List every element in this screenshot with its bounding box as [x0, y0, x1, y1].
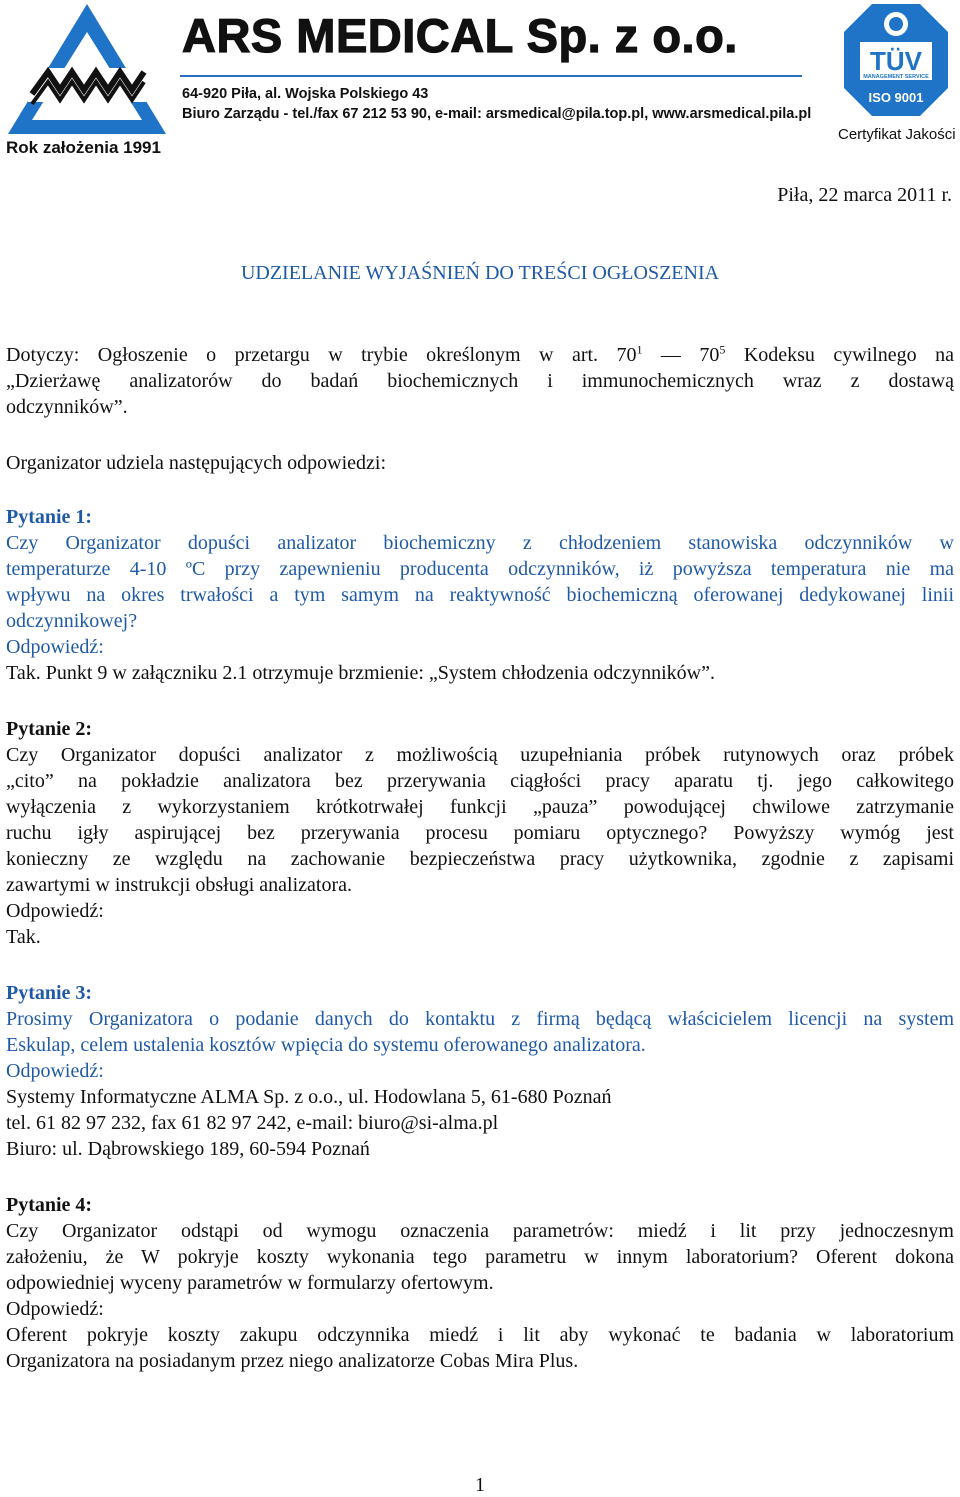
- company-contact: Biuro Zarządu - tel./fax 67 212 53 90, e-mail: arsmedical@pila.top.pl, www.arsmedical.pila.pl: [182, 106, 812, 122]
- question-3-heading: Pytanie 3:: [6, 982, 93, 1004]
- question-2-line: „cito” na pokładzie analizatora bez przerywania ciągłości pracy aparatu tj. jego całkowitego: [6, 770, 954, 792]
- svg-text:TÜV: TÜV: [870, 46, 922, 76]
- subject-line-1: Dotyczy: Ogłoszenie o przetargu w trybie określonym w art. $70^1$ — $70^5$ Kodeksu cywilnego na: [6, 342, 954, 366]
- subject-line-2: „Dzierżawę analizatorów do badań biochemicznych i immunochemicznych wraz z dostawą: [6, 370, 954, 392]
- question-1-line: wpływu na okres trwałości a tym samym na reaktywność biochemiczną oferowanej dedykowanej linii: [6, 584, 954, 606]
- tuv-iso-badge-icon: [842, 2, 950, 118]
- question-1-line: temperaturze 4-10 ºC przy zapewnieniu producenta odczynników, iż powyższa temperatura nie ma: [6, 558, 954, 580]
- document-date: Piła, 22 marca 2011 r.: [777, 184, 952, 206]
- question-4-line: założeniu, że W pokryje koszty wykonania tego parametru w innym laboratorium? Oferent dokona: [6, 1246, 954, 1268]
- header-divider: [180, 75, 802, 77]
- answer-4-text: Organizatora na posiadanym przez niego analizatorze Cobas Mira Plus.: [6, 1350, 579, 1372]
- answer-1-text: Tak. Punkt 9 w załączniku 2.1 otrzymuje brzmienie: „System chłodzenia odczynników”.: [6, 662, 715, 684]
- document-title: UDZIELANIE WYJAŚNIEŃ DO TREŚCI OGŁOSZENIA: [240, 262, 720, 284]
- svg-text:MANAGEMENT SERVICE: MANAGEMENT SERVICE: [863, 74, 929, 80]
- company-name: ARS MEDICAL Sp. z o.o.: [182, 9, 738, 62]
- question-4-line: odpowiedniej wyceny parametrów w formularzy ofertowym.: [6, 1272, 494, 1294]
- answer-2-text: Tak.: [6, 926, 41, 948]
- answer-3-text: Systemy Informatyczne ALMA Sp. z o.o., ul. Hodowlana 5, 61-680 Poznań: [6, 1086, 612, 1108]
- subject-line-3: odczynników”.: [6, 396, 128, 418]
- question-1-heading: Pytanie 1:: [6, 506, 93, 528]
- company-address: 64-920 Piła, al. Wojska Polskiego 43: [182, 86, 429, 102]
- question-1-line: Czy Organizator dopuści analizator biochemiczny z chłodzeniem stanowiska odczynników w: [6, 532, 954, 554]
- question-2-line: konieczny ze względu na zachowanie bezpieczeństwa pracy użytkownika, zgodnie z zapisami: [6, 848, 954, 870]
- intro-text: Organizator udziela następujących odpowiedzi:: [6, 452, 387, 474]
- page-number: 1: [475, 1474, 485, 1496]
- question-2-line: zawartymi w instrukcji obsługi analizatora.: [6, 874, 353, 896]
- question-3-line: Prosimy Organizatora o podanie danych do kontaktu z firmą będącą właścicielem licencji na system: [6, 1008, 954, 1030]
- answer-2-label: Odpowiedź:: [6, 900, 104, 922]
- svg-text:ISO 9001: ISO 9001: [868, 90, 924, 105]
- question-2-line: Czy Organizator dopuści analizator z możliwością uzupełniania próbek rutynowych oraz próbek: [6, 744, 954, 766]
- answer-4-label: Odpowiedź:: [6, 1298, 104, 1320]
- question-4-heading: Pytanie 4:: [6, 1194, 93, 1216]
- question-2-line: ruchu igły aspirującej bez przerywania procesu pomiaru optycznego? Powyższy wymóg jest: [6, 822, 954, 844]
- question-1-line: odczynnikowej?: [6, 610, 138, 632]
- answer-1-label: Odpowiedź:: [6, 636, 104, 658]
- question-2-heading: Pytanie 2:: [6, 718, 93, 740]
- question-3-line: Eskulap, celem ustalenia kosztów wpięcia do systemu oferowanego analizatora.: [6, 1034, 646, 1056]
- answer-4-text: Oferent pokryje koszty zakupu odczynnika miedź i lit aby wykonać te badania w laboratorium: [6, 1324, 954, 1346]
- answer-3-text: Biuro: ul. Dąbrowskiego 189, 60-594 Poznań: [6, 1138, 370, 1160]
- question-4-line: Czy Organizator odstąpi od wymogu oznaczenia parametrów: miedź i lit przy jednoczesnym: [6, 1220, 954, 1242]
- certificate-label: Certyfikat Jakości: [838, 126, 956, 143]
- ars-medical-logo-icon: [4, 2, 170, 136]
- founded-year: Rok założenia 1991: [6, 138, 161, 157]
- question-2-line: wyłączenia z wykorzystaniem krótkotrwałej funkcji „pauza” powodującej chwilowe zatrzymanie: [6, 796, 954, 818]
- answer-3-label: Odpowiedź:: [6, 1060, 104, 1082]
- answer-3-text: tel. 61 82 97 232, fax 61 82 97 242, e-mail: biuro@si-alma.pl: [6, 1112, 499, 1134]
